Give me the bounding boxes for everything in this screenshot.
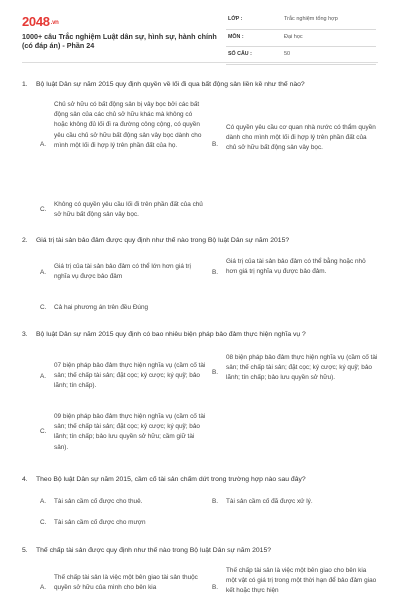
option-text: Tài sản cầm cố được cho thuê. [54, 498, 143, 505]
option-letter: A. [40, 584, 47, 591]
option-letter: C. [40, 519, 47, 526]
option-letter: C. [40, 206, 47, 213]
option-letter: C. [40, 428, 47, 435]
info-panel [226, 14, 376, 67]
question-number: 4. [22, 476, 28, 483]
option-2a[interactable] [40, 262, 210, 284]
question-text: Giá trị tài sản bảo đảm được quy định như thế nào trong Bộ luật Dân sự năm 2015? [36, 237, 290, 244]
option-letter: B. [212, 584, 219, 591]
option-3c[interactable] [40, 412, 210, 456]
option-text: Giá trị của tài sản bảo đảm có thể bằng hoặc nhỏ hơn giá trị nghĩa vụ được bảo đảm. [226, 258, 366, 276]
info-label: MÔN : [228, 33, 244, 40]
option-letter: A. [40, 141, 47, 148]
option-letter: B. [212, 498, 219, 505]
option-text: Chủ sở hữu có bất động sản bị vây bọc bởi các bất động sản của các chủ sở hữu khác mà không có hoặc không đủ lối đi ra đường công cộng, có quyền yêu cầu chủ sở hữu bất động sản vây bọc dành cho mình một lối đi hợp lý trên phần đất của họ. [54, 101, 202, 149]
option-letter: A. [40, 269, 47, 276]
option-letter: A. [40, 498, 47, 505]
info-row-class [226, 14, 376, 30]
option-1b[interactable] [212, 123, 380, 168]
page-title: 1000+ câu Trắc nghiệm Luật dân sự, hình sự, hành chính (có đáp án) - Phần 24 [22, 32, 217, 50]
page-header [0, 0, 400, 62]
site-logo[interactable]: 2048.vn [22, 14, 59, 29]
option-text: Không có quyền yêu cầu lối đi trên phần đất của chủ sở hữu bất động sản vây bọc. [54, 201, 203, 219]
option-4b[interactable] [212, 497, 380, 509]
question-text: Bộ luật Dân sự năm 2015 quy định quyền về lối đi qua bất động sản liền kề như thế nào? [36, 81, 305, 88]
option-text: Thế chấp tài sản là việc một bên giao tài sản thuộc quyền sở hữu của mình cho bên kia [54, 574, 198, 592]
option-2b[interactable] [212, 257, 380, 289]
info-value: Trắc nghiệm tổng hợp [284, 16, 338, 22]
option-text: 08 biện pháp bảo đảm thực hiện nghĩa vụ (cầm cố tài sản; thế chấp tài sản; đặt cọc; ký cược; ký quỹ; bảo lãnh; tín chấp; bảo lưu quyền sở hữu). [226, 354, 378, 382]
option-3b[interactable] [212, 353, 380, 397]
info-value: 50 [284, 51, 291, 57]
question-number: 5. [22, 547, 28, 554]
option-text: Cả hai phương án trên đều Đúng [54, 304, 149, 311]
header-divider [22, 62, 378, 63]
info-label: LỚP : [228, 16, 243, 22]
option-text: 09 biện pháp bảo đảm thực hiện nghĩa vụ (cầm cố tài sản; thế chấp tài sản; đặt cọc; ký cược; ký quỹ; bảo lãnh; tín chấp; bảo lưu quyền sở hữu; cầm giữ tài sản). [54, 413, 206, 451]
option-text: Có quyền yêu cầu cơ quan nhà nước có thẩm quyền dành cho mình một lối đi hợp lý trên phần đất của chủ sở hữu bất động sản vây bọc. [226, 124, 376, 152]
option-5a[interactable] [40, 573, 210, 600]
option-4a[interactable] [40, 497, 210, 509]
option-2c[interactable] [40, 303, 340, 315]
option-text: 07 biện pháp bảo đảm thực hiện nghĩa vụ (cầm cố tài sản; thế chấp tài sản; đặt cọc; ký cược; ký quỹ; bảo lãnh; tín chấp). [54, 362, 206, 390]
question-number: 1. [22, 81, 28, 88]
info-value: Đại học [284, 33, 303, 40]
option-3a[interactable] [40, 361, 210, 393]
question-number: 3. [22, 331, 28, 338]
option-text: Giá trị của tài sản bảo đảm có thể lớn hơn giá trị nghĩa vụ được bảo đảm [54, 263, 191, 281]
option-text: Tài sản cầm cố đã được xử lý. [226, 498, 313, 505]
option-letter: B. [212, 369, 219, 376]
info-row-subject [226, 32, 376, 48]
option-1a[interactable] [40, 100, 210, 190]
question-text: Bộ luật Dân sự năm 2015 quy định có bao nhiêu biện pháp bảo đảm thực hiện nghĩa vụ ? [36, 331, 306, 338]
question-number: 2. [22, 237, 28, 244]
info-label: SỐ CÂU : [228, 51, 252, 57]
option-text: Thế chấp tài sản là việc một bên giao cho bên kia một vật có giá trị trong một thời hạn để bảo đảm giao kết hoặc thực hiện [226, 567, 377, 595]
option-letter: B. [212, 269, 219, 276]
option-4c[interactable] [40, 518, 210, 530]
option-letter: B. [212, 141, 219, 148]
option-5b[interactable] [212, 566, 380, 600]
question-text: Theo Bộ luật Dân sự năm 2015, cầm cố tài sản chấm dứt trong trường hợp nào sau đây? [36, 476, 306, 483]
option-1c[interactable] [40, 200, 210, 222]
option-letter: A. [40, 373, 47, 380]
question-text: Thế chấp tài sản được quy định như thế nào trong Bộ luật Dân sự năm 2015? [36, 547, 272, 554]
option-letter: C. [40, 304, 47, 311]
option-text: Tài sản cầm cố được cho mượn [54, 519, 146, 526]
